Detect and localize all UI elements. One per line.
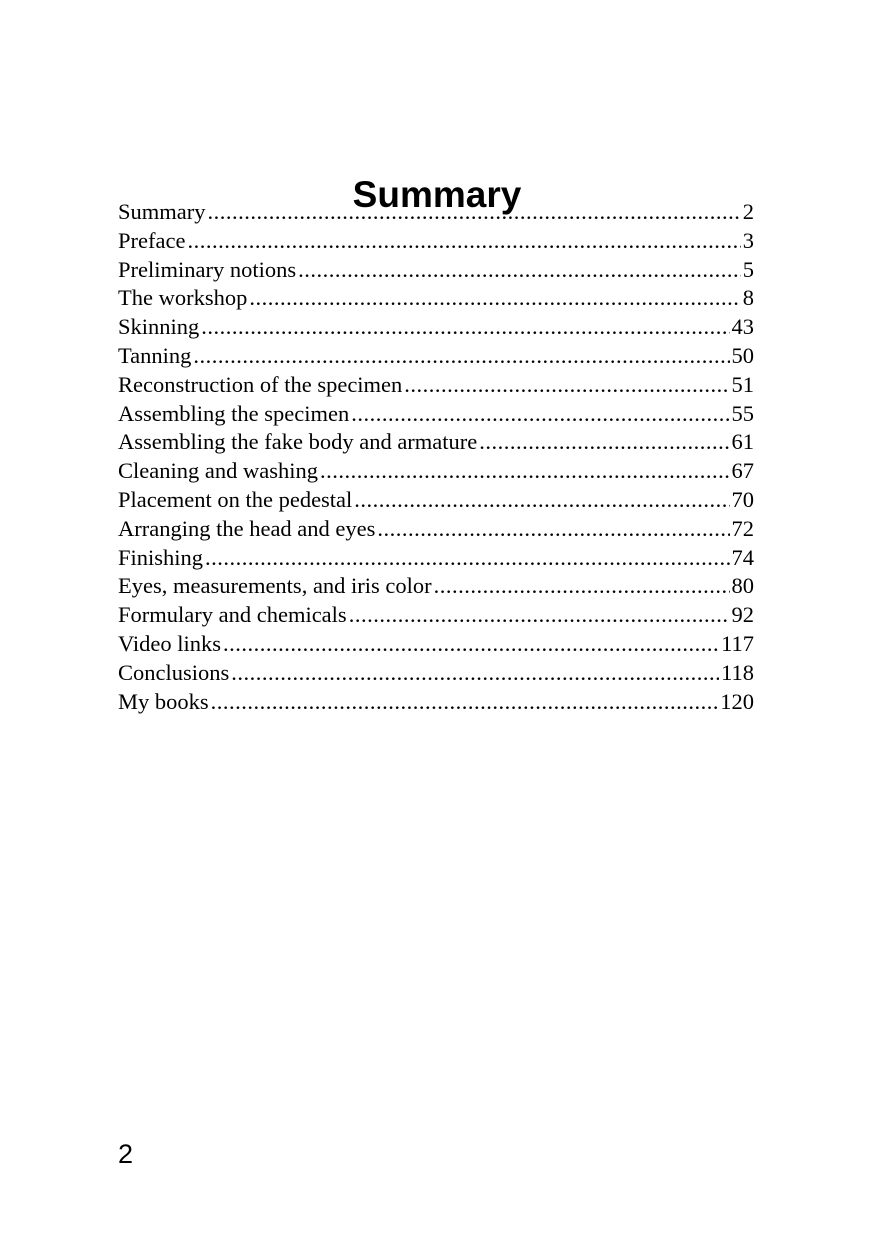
- toc-entry-page: 72: [731, 515, 754, 541]
- toc-entry[interactable]: [118, 371, 754, 400]
- toc-entry-page: 117: [721, 630, 754, 656]
- toc-entry[interactable]: [118, 198, 754, 227]
- toc-entry-label: Tanning: [118, 342, 192, 368]
- dot-leader: [211, 688, 719, 717]
- toc-entry[interactable]: [118, 457, 754, 486]
- toc-entry-label: Summary: [118, 199, 206, 224]
- toc-entry-page: 5: [742, 256, 754, 282]
- toc-entry[interactable]: [118, 284, 754, 313]
- toc-entry-page: 67: [731, 458, 754, 484]
- page-title: Summary: [352, 173, 522, 215]
- toc-entry[interactable]: [118, 313, 754, 342]
- dot-leader: [434, 572, 730, 601]
- toc-entry-label: Preliminary notions: [118, 256, 297, 282]
- toc-entry[interactable]: [118, 544, 754, 573]
- dot-leader: [208, 198, 741, 227]
- toc-entry-page: 50: [731, 342, 754, 368]
- toc-entry-label: Placement on the pedestal: [118, 486, 353, 512]
- dot-leader: [320, 457, 730, 486]
- toc-entry[interactable]: [118, 688, 754, 717]
- toc-entry-page: 43: [731, 314, 754, 340]
- toc-entry-label: Cleaning and washing: [118, 458, 318, 484]
- toc-entry-page: 74: [731, 544, 754, 570]
- toc-entry-page: 55: [731, 400, 754, 426]
- table-of-contents: [118, 198, 754, 716]
- toc-entry-page: 51: [731, 371, 754, 397]
- dot-leader: [201, 313, 729, 342]
- toc-entry-label: Preface: [118, 227, 186, 253]
- toc-entry-label: Video links: [118, 630, 222, 656]
- toc-entry-label: The workshop: [118, 285, 248, 311]
- toc-entry-page: 92: [731, 602, 754, 628]
- dot-leader: [193, 342, 729, 371]
- toc-entry[interactable]: [118, 428, 754, 457]
- dot-leader: [354, 486, 729, 515]
- toc-entry[interactable]: [118, 601, 754, 630]
- dot-leader: [298, 256, 741, 285]
- dot-leader: [187, 227, 740, 256]
- toc-entry-label: Formulary and chemicals: [118, 602, 347, 628]
- toc-entry[interactable]: [118, 256, 754, 285]
- toc-entry-label: My books: [118, 688, 209, 714]
- toc-entry-label: Assembling the fake body and armature: [118, 429, 478, 455]
- toc-entry-page: 70: [731, 486, 754, 512]
- toc-entry-label: Finishing: [118, 544, 204, 570]
- dot-leader: [231, 659, 719, 688]
- dot-leader: [479, 428, 729, 457]
- toc-entry[interactable]: [118, 659, 754, 688]
- page-number: 2: [118, 1139, 134, 1169]
- toc-entry[interactable]: [118, 630, 754, 659]
- toc-entry-page: 61: [731, 429, 754, 455]
- toc-entry[interactable]: [118, 227, 754, 256]
- toc-entry[interactable]: [118, 572, 754, 601]
- dot-leader: [249, 284, 740, 313]
- dot-leader: [404, 371, 729, 400]
- toc-entry[interactable]: [118, 342, 754, 371]
- toc-entry-label: Eyes, measurements, and iris color: [118, 573, 432, 599]
- toc-entry-page: 3: [742, 227, 754, 253]
- toc-entry[interactable]: [118, 486, 754, 515]
- dot-leader: [377, 515, 729, 544]
- dot-leader: [349, 601, 730, 630]
- toc-entry-label: Reconstruction of the specimen: [118, 371, 403, 397]
- toc-entry[interactable]: [118, 515, 754, 544]
- toc-entry-page: 118: [721, 659, 754, 685]
- toc-entry-label: Assembling the specimen: [118, 400, 350, 426]
- dot-leader: [205, 544, 729, 573]
- toc-entry-page: 120: [720, 688, 754, 714]
- toc-entry-page: 8: [742, 285, 754, 311]
- toc-entry-page: 80: [731, 573, 754, 599]
- toc-entry[interactable]: [118, 400, 754, 429]
- toc-entry-label: Skinning: [118, 314, 200, 340]
- toc-entry-label: Arranging the head and eyes: [118, 515, 376, 541]
- dot-leader: [351, 400, 729, 429]
- dot-leader: [223, 630, 719, 659]
- toc-entry-label: Conclusions: [118, 659, 230, 685]
- toc-entry-page: 2: [742, 199, 754, 224]
